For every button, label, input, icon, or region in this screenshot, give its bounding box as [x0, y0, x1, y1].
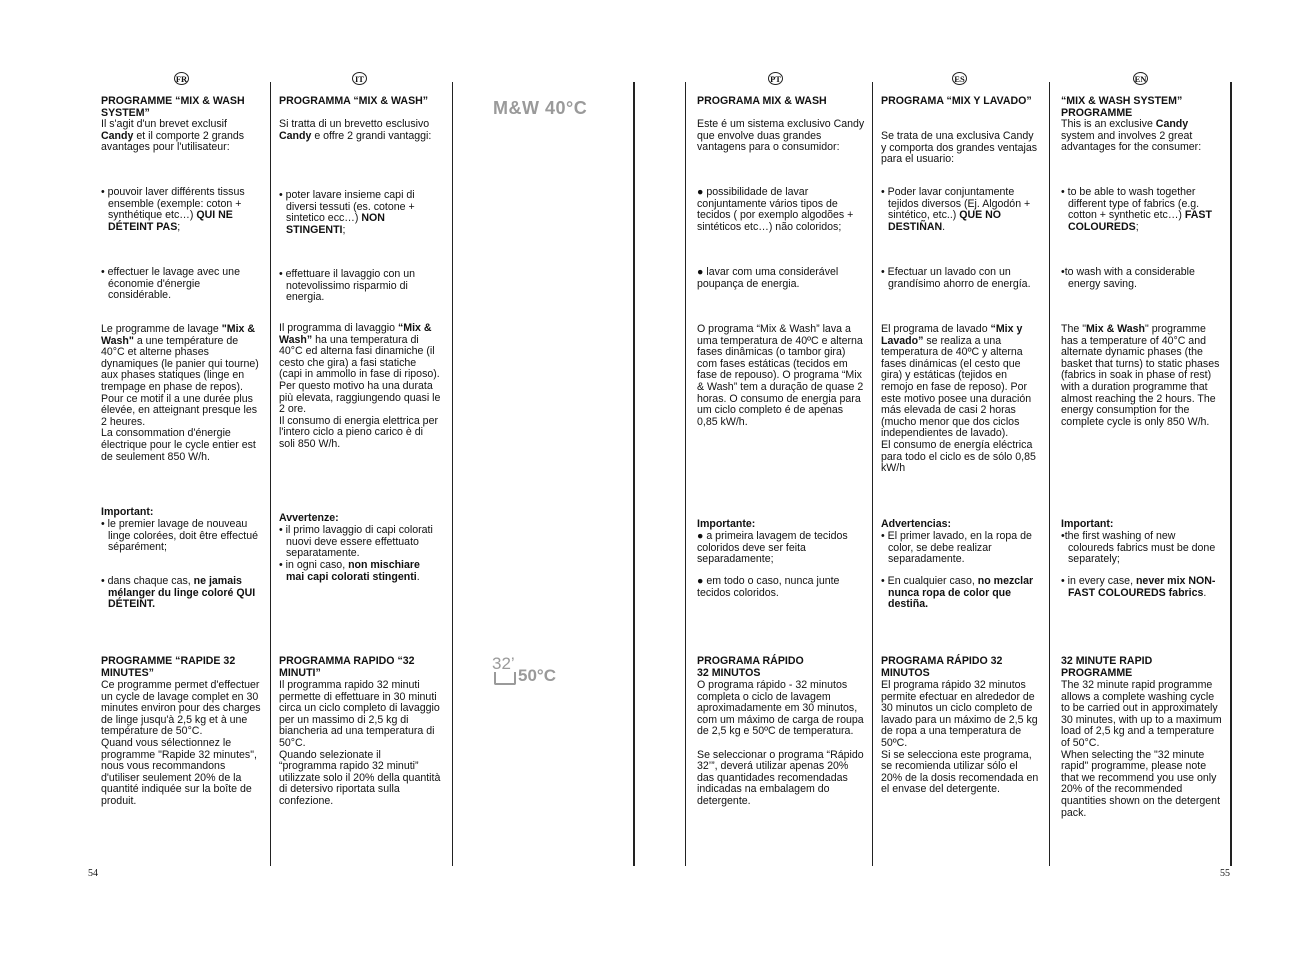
column-divider	[872, 82, 873, 866]
column-divider	[270, 82, 271, 866]
en-bullet-1-end: ;	[1135, 220, 1139, 233]
fr-mw-intro-cont: et il comporte 2 grands avantages pour l'utilisateur:	[101, 129, 245, 154]
en-bullet-2: •to wash with a considerable energy saving.	[1061, 266, 1195, 290]
en-desc: The "	[1061, 323, 1086, 335]
rapid-minutes-label: 32’	[492, 654, 515, 673]
es-important-1: • El primer lavado, en la ropa de color, se debe realizar separadamente.	[881, 530, 1032, 566]
rapid-temp-label: 50°C	[518, 666, 556, 685]
es-bullet-1-bold: QUE NO DESTIÑAN	[888, 209, 1002, 233]
es-important-title: Advertencias:	[881, 518, 952, 530]
fr-rapid-title: PROGRAMME “RAPIDE 32 MINUTES”	[101, 655, 236, 679]
fr-important-1: • le premier lavage de nouveau linge colorées, doit être effectué séparément;	[101, 518, 258, 554]
en-important-2-bold: never mix NON-FAST COLOUREDS fabrics	[1068, 575, 1216, 599]
page-edge-right	[1230, 82, 1232, 866]
fr-desc-bold: "Mix & Wash"	[101, 323, 256, 347]
it-desc-cont: ha una temperatura di 40°C ed alterna fasi dinamiche (il cesto che gira) a fasi statiche (capi in ammollo in fase di riposo). Per questo motivo ha una durata più elevata, raggiungendo quasi le 2 ore. Il consumo di energia elettrica per l'intero ciclo a pieno carico è di soli 850 W/h.	[279, 333, 441, 450]
tub-icon	[494, 672, 516, 685]
it-rapid-body: Il programma rapido 32 minuti permette di effettuare in 30 minuti circa un ciclo completo di lavaggio per un massimo di 2,5 kg di biancheria ad una temperatura di 50°C. Quando selezionate il “programma rapido 32 minuti” utilizzate solo il 20% della quantità di detersivo riportata sulla confezione.	[279, 679, 441, 807]
en-desc-cont: " programme has a temperature of 40°C and alternate dynamic phases (the basket that turns) to static phases (fabrics in soak in phase of rest) with a duration programme that almost reaching the 2 hours. The energy consumption for the complete cycle is only 850 W/h.	[1061, 323, 1220, 428]
es-mw-title: PROGRAMA “MIX Y LAVADO”	[881, 95, 1032, 107]
brand-name: Candy	[101, 129, 134, 142]
fr-mw-title: PROGRAMME “MIX & WASH SYSTEM”	[101, 95, 245, 119]
pt-important-2: ● em todo o caso, nunca junte tecidos coloridos.	[697, 575, 840, 599]
it-bullet-1-bold: NON STINGENTI	[286, 212, 385, 236]
pt-rapid-title: PROGRAMA RÁPIDO 32 MINUTOS	[697, 655, 804, 679]
it-bullet-1-end: ;	[342, 223, 346, 236]
brand-name: Candy	[1155, 118, 1189, 130]
it-important-2: • in ogni caso,	[279, 559, 349, 571]
it-rapid-title: PROGRAMMA RAPIDO “32 MINUTI”	[279, 655, 415, 679]
pt-important-1: ● a primeira lavagem de tecidos coloridos deve ser feita separadamente;	[697, 530, 848, 566]
fr-bullet-2: • effectuer le lavage avec une économie d'énergie considérable.	[101, 266, 240, 302]
fr-important-title: Important:	[101, 506, 154, 518]
es-rapid-title: PROGRAMA RÁPIDO 32 MINUTOS	[881, 655, 1003, 679]
fr-important-2: • dans chaque cas,	[101, 575, 194, 587]
it-desc-bold: “Mix & Wash”	[279, 322, 432, 346]
it-bullet-1: • poter lavare insieme capi di diversi tessuti (es. cotone + sintetico ecc…)	[279, 189, 415, 225]
en-bullet-1-bold: FAST COLOUREDS	[1068, 209, 1212, 233]
it-mw-title: PROGRAMMA “MIX & WASH”	[279, 95, 429, 107]
page-number-left: 54	[88, 868, 98, 879]
pt-rapid-body: O programa rápido - 32 minutos completa o ciclo de lavagem aproximadamente em 30 minutos, com um máximo de carga de roupa de 2,5 kg e 50ºC de temperatura. Se seleccionar o programa “Rápido 32’”, deverá utilizar apenas 20% das quantidades recomendadas indicadas na embalagem do detergente.	[697, 679, 864, 807]
it-important-1: • il primo lavaggio di capi colorati nuovi deve essere effettuato separatamente.	[279, 524, 433, 560]
es-bullet-2: • Efectuar un lavado con un grandísimo ahorro de energía.	[881, 266, 1031, 290]
es-bullet-1-end: .	[942, 220, 946, 233]
pt-important-title: Importante:	[697, 518, 756, 530]
en-bullet-1: • to be able to wash together different type of fabrics (e.g. cotton + synthetic etc…)	[1061, 186, 1200, 222]
en-mw-title: “MIX & WASH SYSTEM” PROGRAMME	[1061, 95, 1183, 119]
en-important-2: • in every case,	[1061, 575, 1136, 587]
en-important-title: Important:	[1061, 518, 1114, 530]
pt-desc: O programa “Mix & Wash” lava a uma temperatura de 40ºC e alterna fases dinâmicas (o tambor gira) com fases estáticas (tecidos em fase de repouso). O programa “Mix & Wash” tem a duração de quase 2 horas. O consumo de energia para um ciclo completo é de apenas 0,85 kW/h.	[697, 323, 864, 428]
mix-wash-symbol: M&W 40°C	[493, 98, 588, 118]
pt-bullet-1: ● possibilidade de lavar conjuntamente vários tipos de tecidos ( por exemplo algodões + sintéticos etc…) não coloridos;	[697, 186, 854, 233]
es-mw-intro: Se trata de una exclusiva Candy y comporta dos grandes ventajas para el usuario:	[881, 130, 1038, 166]
column-divider	[452, 82, 453, 866]
lang-badge-en: EN	[1134, 73, 1147, 84]
it-bullet-2: • effettuare il lavaggio con un notevolissimo risparmio di energia.	[279, 268, 416, 304]
column-divider	[685, 82, 686, 866]
en-important-2-end: .	[1203, 586, 1207, 599]
fr-bullet-1-bold: QUI NE DÉTEINT PAS	[108, 209, 233, 233]
pt-mw-intro: Este é um sistema exclusivo Candy que envolve duas grandes vantagens para o consumidor:	[697, 118, 865, 154]
rapid-32-icon	[490, 654, 570, 690]
en-desc-bold: Mix & Wash	[1085, 323, 1146, 335]
it-important-2-end: .	[416, 570, 420, 583]
en-rapid-body: The 32 minute rapid programme allows a complete washing cycle to be carried out in approximately 30 minutes, with up to a maximum load of 2,5 kg and a temperature of 50°C. When selecting the "32 minute rapid" programme, please note that we recommend you use only 20% of the recommended quantities shown on the detergent pack.	[1061, 679, 1222, 819]
en-rapid-title: 32 MINUTE RAPID PROGRAMME	[1061, 655, 1153, 679]
it-important-2-bold: non mischiare mai capi colorati stingenti	[286, 559, 420, 583]
page-gutter-left	[633, 82, 635, 866]
es-desc-cont: se realiza a una temperatura de 40ºC y alterna fases dinámicas (el cesto que gira) y estáticas (tejidos en remojo en fase de reposo). Por este motivo posee una duración más elevada de casi 2 horas (mucho menor que dos ciclos independientes de lavado). El consumo de energía eléctrica para todo el ciclo es de sólo 0,85 kW/h	[881, 334, 1036, 475]
lang-badge-pt: PT	[768, 72, 783, 85]
es-desc-bold: “Mix y Lavado”	[881, 323, 1023, 347]
pt-bullet-2: ● lavar com uma considerável poupança de energia.	[697, 266, 839, 290]
fr-important-2-bold: ne jamais mélanger du linge coloré QUI DÉTEINT.	[108, 575, 256, 611]
pt-mw-title: PROGRAMA MIX & WASH	[697, 95, 827, 107]
fr-desc: Le programme de lavage	[101, 323, 222, 335]
es-rapid-body: El programa rápido 32 minutos permite efectuar en alrededor de 30 minutos un ciclo completo de lavado para un máximo de 2,5 kg de ropa a una temperatura de 50ºC. Si se selecciona este programa, se recomienda utilizar sólo el 20% de la dosis recomendada en el envase del detergente.	[881, 679, 1039, 796]
fr-mw-intro: Il s'agit d'un brevet exclusif	[101, 118, 227, 130]
fr-rapid-body: Ce programme permet d'effectuer un cycle de lavage complet en 30 minutes environ pour des charges de linge jusqu'à 2,5 kg et à une température de 50°C. Quand vous sélectionnez le programme "Rapide 32 minutes", nous vous recommandons d'utiliser seulement 20% de la quantité indiquée sur la boîte de produit.	[101, 679, 261, 807]
it-important-title: Avvertenze:	[279, 512, 339, 524]
brand-name: Candy	[279, 129, 312, 142]
fr-bullet-1: • pouvoir laver différents tissus ensemble (exemple: coton + synthétique etc…)	[101, 186, 245, 222]
es-important-2: • En cualquier caso,	[881, 575, 978, 587]
es-important-2-bold: no mezclar nunca ropa de color que destiña.	[888, 575, 1034, 611]
fr-bullet-1-end: ;	[177, 220, 181, 233]
page-number-right: 55	[1220, 868, 1230, 879]
lang-badge-fr: FR	[175, 73, 188, 84]
es-desc: El programa de lavado	[881, 323, 991, 335]
column-divider	[1049, 82, 1050, 866]
en-mw-intro-cont: system and involves 2 great advantages for the consumer:	[1061, 129, 1202, 154]
it-mw-intro: Si tratta di un brevetto esclusivo	[279, 118, 430, 130]
en-important-1: •the first washing of new coloureds fabrics must be done separately;	[1061, 530, 1216, 566]
en-mw-intro: This is an exclusive	[1061, 118, 1156, 130]
lang-badge-es: ES	[952, 72, 967, 85]
fr-desc-cont: a une température de 40°C et alterne phases dynamiques (le panier qui tourne) aux phases statiques (linge en trempage en phase de repos). Pour ce motif il a une durée plus élevée, en atteignant presque les 2 heures. La consommation d'énergie électrique pour le cycle entier est de seulement 850 W/h.	[101, 334, 259, 463]
es-bullet-1: • Poder lavar conjuntamente tejidos diversos (Ej. Algodón + sintético, etc..)	[881, 186, 1031, 222]
it-mw-intro-cont: e offre 2 grandi vantaggi:	[311, 129, 432, 142]
lang-badge-it: IT	[352, 72, 367, 85]
it-desc: Il programma di lavaggio	[279, 322, 398, 334]
